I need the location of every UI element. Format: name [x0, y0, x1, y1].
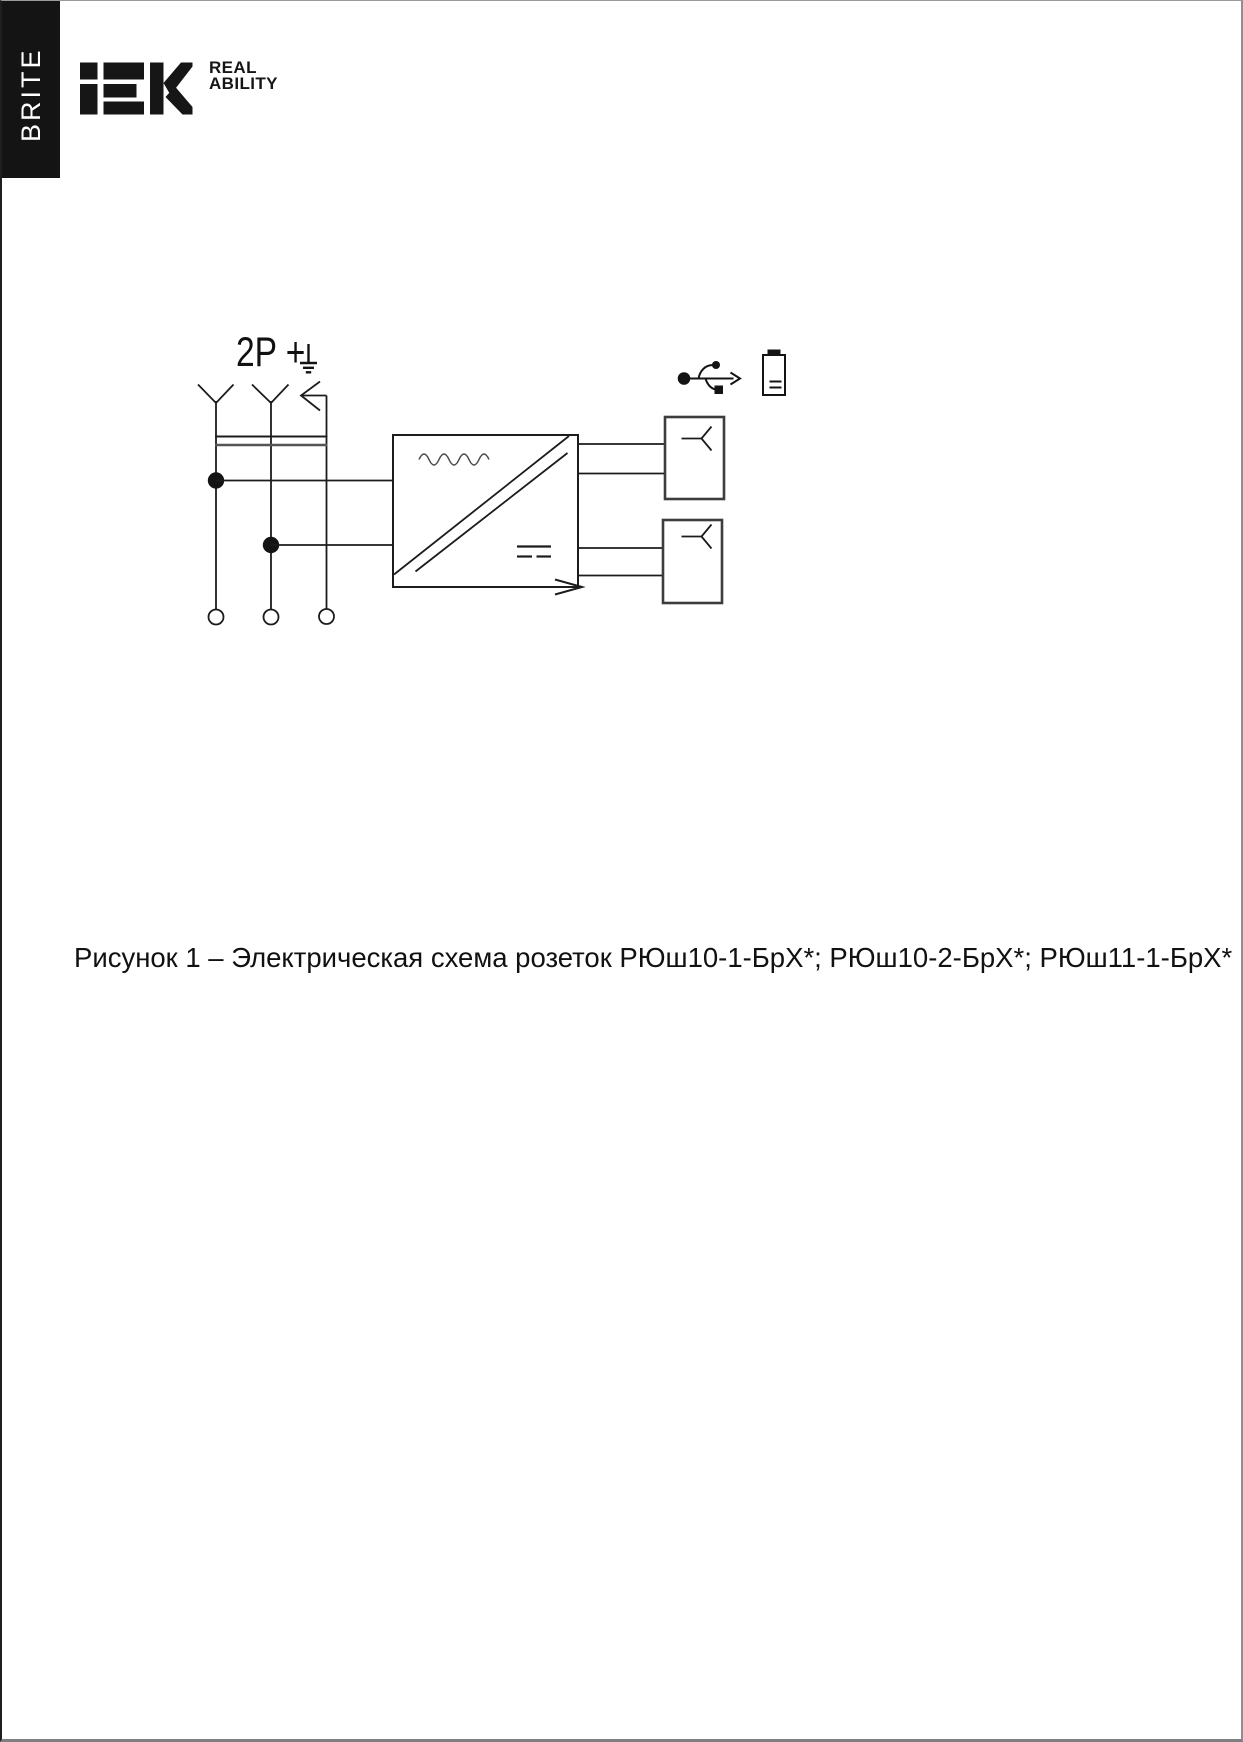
brand-tagline-line2: ABILITY	[209, 74, 278, 93]
figure-caption: Рисунок 1 – Электрическая схема розеток РЮш10-1-БрХ*; РЮш10-2-БрХ*; РЮш11-1-БрХ*	[74, 942, 1233, 973]
ac-wave-symbol	[419, 454, 489, 465]
input-poles-label: 2P +	[236, 329, 306, 376]
battery-icon	[763, 350, 785, 396]
wiring	[198, 382, 724, 625]
ac-dc-converter-icon	[393, 435, 582, 595]
socket-block-2	[663, 520, 722, 603]
dc-symbol	[517, 547, 551, 557]
usb-icon	[678, 361, 740, 394]
socket-block-1	[665, 417, 724, 499]
junction-dots	[208, 472, 279, 553]
iek-logo	[80, 63, 193, 115]
figure-1-schematic	[2, 1, 1243, 1739]
brand-tagline-line1: REAL	[209, 58, 257, 77]
output-arrow-icon	[547, 580, 582, 595]
ground-arrow-terminal	[301, 382, 334, 625]
fork-terminal-icon-1	[198, 385, 234, 625]
fork-terminal-icon-2	[252, 385, 289, 625]
series-tab-label: BRITE	[16, 47, 46, 142]
